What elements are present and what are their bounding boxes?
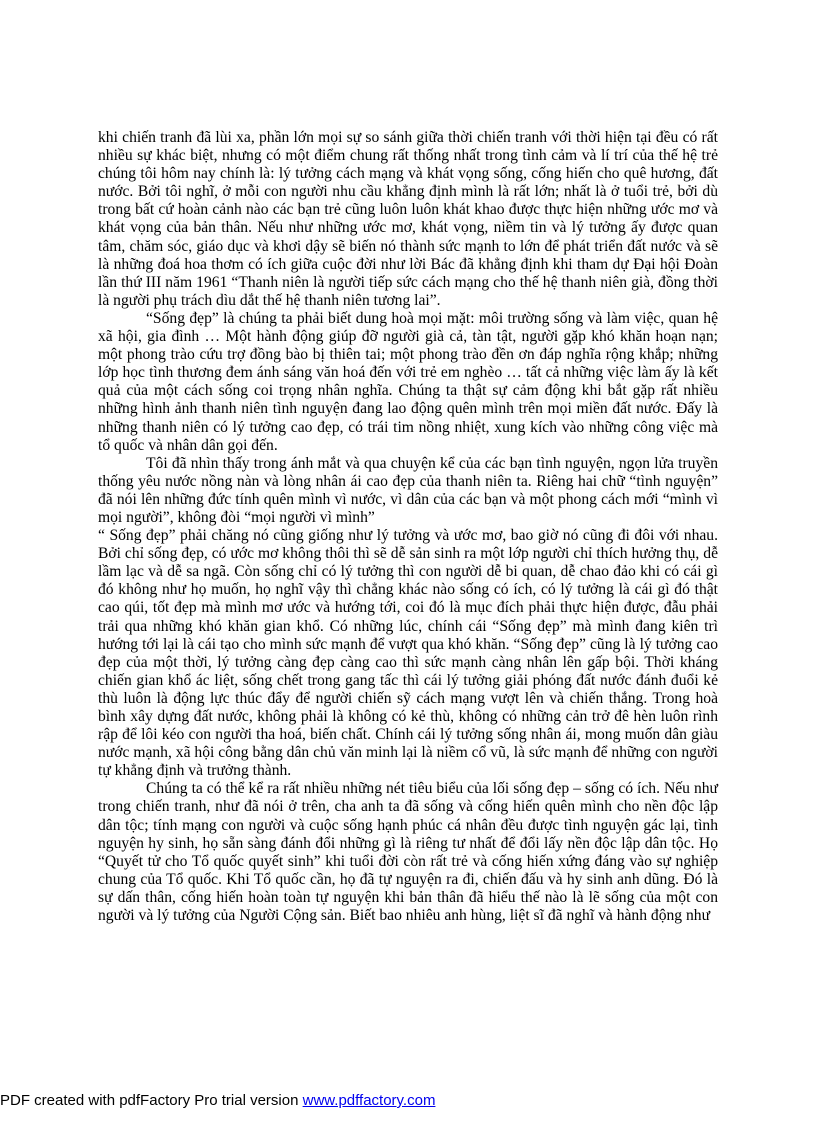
footer-text: PDF created with pdfFactory Pro trial version: [0, 1092, 303, 1109]
paragraph-3: Tôi đã nhìn thấy trong ánh mắt và qua chuyện kể của các bạn tình nguyện, ngọn lửa truyền thống yêu nước nồng nàn và lòng nhân ái cao đẹp của thanh niên ta. Riêng hai chữ “tình nguyện” đã nói lên những đức tính quên mình vì nước, vì dân của các bạn và một phong cách mới “mình vì mọi người”, không đòi “mọi người vì mình”: [98, 454, 718, 526]
paragraph-2: “Sống đẹp” là chúng ta phải biết dung hoà mọi mặt: môi trường sống và làm việc, quan hệ xã hội, gia đình … Một hành động giúp đỡ người già cả, tàn tật, người gặp khó khăn hoạn nạn; một phong trào cứu trợ đồng bào bị thiên tai; một phong trào đền ơn đáp nghĩa rộng khắp; những lớp học tình thương đem ánh sáng văn hoá đến với trẻ em nghèo … tất cả những việc làm ấy là kết quả của một cách sống coi trọng nhân nghĩa. Chúng ta thật sự cảm động khi bắt gặp rất nhiều những hình ảnh thanh niên tình nguyện đang lao động quên mình trên mọi miền đất nước. Đấy là những thanh niên có lý tưởng cao đẹp, có trái tim nồng nhiệt, xung kích vào những công việc mà tổ quốc và nhân dân gọi đến.: [98, 309, 718, 454]
paragraph-5: Chúng ta có thể kể ra rất nhiều những nét tiêu biểu của lối sống đẹp – sống có ích. Nếu như trong chiến tranh, như đã nói ở trên, cha anh ta đã sống và cống hiến quên mình cho nền độc lập dân tộc; tính mạng con người và cuộc sống hạnh phúc cá nhân đều được tình nguyện gác lại, tình nguyện hy sinh, họ sẵn sàng đánh đổi những gì là riêng tư nhất để đổi lấy nền độc lập dân tộc. Họ “Quyết tử cho Tổ quốc quyết sinh” khi tuổi đời còn rất trẻ và cống hiến xứng đáng vào sự nghiệp chung của Tổ quốc. Khi Tổ quốc cần, họ đã tự nguyện ra đi, chiến đấu và hy sinh anh dũng. Đó là sự dấn thân, cống hiến hoàn toàn tự nguyện khi bản thân đã hiểu thế nào là lẽ sống của một con người và lý tưởng của Người Cộng sản. Biết bao nhiêu anh hùng, liệt sĩ đã nghĩ và hành động như: [98, 780, 718, 925]
paragraph-4: “ Sống đẹp” phải chăng nó cũng giống như lý tưởng và ước mơ, bao giờ nó cũng đi đôi với nhau. Bởi chỉ sống đẹp, có ước mơ không thôi thì sẽ dễ sản sinh ra một lớp người chỉ thích hưởng thụ, dễ lầm lạc và dễ sa ngã. Còn sống chỉ có lý tưởng thì con người dễ bi quan, dễ chao đảo khi có cái gì đó không như họ muốn, họ nghĩ vậy thì chẳng khác nào sống có ích, có lý tưởng là cái gì đó thật cao qúi, tốt đẹp mà mình mơ ước và hướng tới, coi đó là mục đích phải thực hiện được, đẫu phải trải qua những khó khăn gian khổ. Có những lúc, chính cái “Sống đẹp” mà mình đang kiên trì hướng tới lại là cái tạo cho mình sức mạnh để vượt qua khó khăn. “Sống đẹp” cũng là lý tưởng cao đẹp của một thời, lý tưởng càng đẹp càng cao thì sức mạnh càng nhân lên gấp bội. Thời kháng chiến gian khổ ác liệt, sống chết trong gang tấc thì cái lý tưởng giải phóng đất nước đánh đuổi kẻ thù luôn là động lực thúc đẩy để người chiến sỹ cách mạng vượt lên và chiến thắng. Trong hoà bình xây dựng đất nước, không phải là không có kẻ thù, không có những cản trở đê hèn luôn rình rập để lôi kéo con người tha hoá, biến chất. Chính cái lý tưởng sống nhân ái, mong muốn dân giàu nước mạnh, xã hội công bằng dân chủ văn minh lại là niềm cổ vũ, là sức mạnh để những con người tự khẳng định và trưởng thành.: [98, 527, 718, 780]
footer-link[interactable]: www.pdffactory.com: [302, 1092, 436, 1109]
paragraph-1: khi chiến tranh đã lùi xa, phần lớn mọi sự so sánh giữa thời chiến tranh với thời hiện tại đều có rất nhiều sự khác biệt, nhưng có một điểm chung rất thống nhất trong tình cảm và lí trí của thế hệ trẻ chúng tôi hôm nay chính là: lý tưởng cách mạng và khát vọng sống, cống hiến cho quê hương, đất nước. Bởi tôi nghĩ, ở mỗi con người nhu cầu khẳng định mình là rất lớn; nhất là ở tuổi trẻ, bởi dù trong bất cứ hoàn cảnh nào các bạn trẻ cũng luôn luôn khát khao được thực hiện những ước mơ và khát vọng của bản thân. Nếu như những ước mơ, khát vọng, niềm tin và lý tưởng ấy được quan tâm, chăm sóc, giáo dục và khơi dậy sẽ biến nó thành sức mạnh to lớn để phát triển đất nước và sẽ là những đoá hoa thơm có ích giữa cuộc đời như lời Bác đã khẳng định khi tham dự Đại hội Đoàn lần thứ III năm 1961 “Thanh niên là người tiếp sức cách mạng cho thế hệ thanh niên già, đồng thời là người phụ trách dìu dắt thế hệ thanh niên tương lai”.: [98, 129, 718, 309]
pdf-footer: [0, 1092, 435, 1109]
document-body: [98, 129, 718, 925]
